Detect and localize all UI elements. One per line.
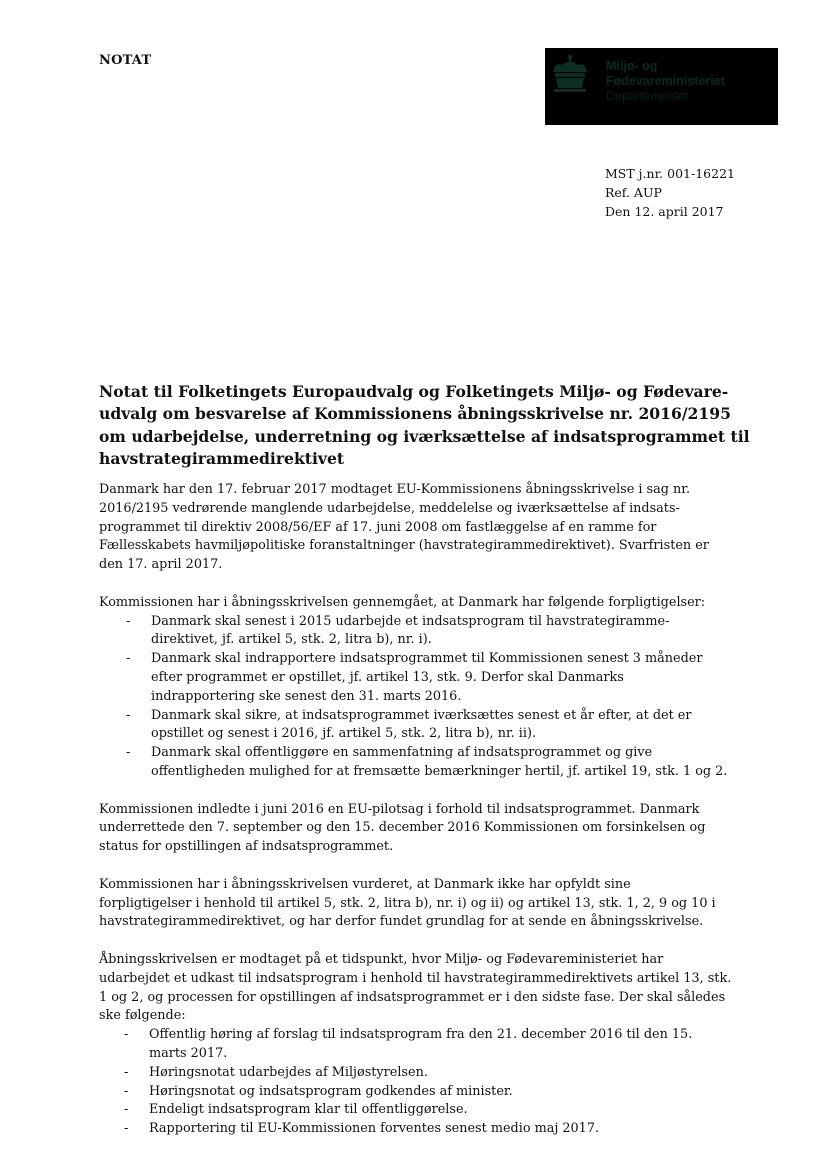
logo-line-3: Departementet — [606, 89, 689, 103]
list-item — [99, 1026, 699, 1064]
journal-number: MST j.nr. 001-16221 — [605, 166, 735, 181]
list-item — [99, 707, 699, 745]
list-item — [99, 1083, 699, 1102]
dash-bullet: - — [126, 651, 131, 667]
dash-bullet: - — [124, 1027, 129, 1043]
dash-bullet: - — [124, 1102, 129, 1118]
document-date: Den 12. april 2017 — [605, 204, 724, 219]
title-line: udvalg om besvarelse af Kommissionens åbningsskrivelse nr. 2016/2195 — [99, 404, 731, 424]
paragraph-2 — [99, 594, 728, 782]
text-line: Rapportering til EU-Kommissionen forventes senest medio maj 2017. — [149, 1121, 600, 1137]
text-line: Kommissionen indledte i juni 2016 en EU-pilotsag i forhold til indsatsprogrammet. Danmark — [99, 801, 700, 817]
text-line: Fællesskabets havmiljøpolitiske foranstaltninger (havstrategirammedirektivet). Svarfristen er — [99, 538, 709, 554]
text-line: direktivet, jf. artikel 5, stk. 2, litra b), nr. i). — [151, 632, 432, 648]
text-line: udarbejdet et udkast til indsatsprogram i henhold til havstrategirammedirektivets artikel 13, stk. — [99, 970, 732, 986]
text-line: indrapportering ske senest den 31. marts 2016. — [151, 688, 462, 704]
list-item — [99, 1101, 699, 1120]
text-line: programmet til direktiv 2008/56/EF af 17. juni 2008 om fastlæggelse af en ramme for — [99, 519, 657, 535]
title-line: Notat til Folketingets Europaudvalg og Folketingets Miljø- og Fødevare- — [99, 382, 729, 401]
text-line: Kommissionen har i åbningsskrivelsen gennemgået, at Danmark har følgende forpligtigelser: — [99, 594, 706, 610]
ministry-logo — [545, 48, 778, 125]
text-line: status for opstillingen af indsatsprogrammet. — [99, 839, 394, 855]
text-line: ske følgende: — [99, 1008, 186, 1024]
dash-bullet: - — [124, 1121, 129, 1137]
text-line: efter programmet er opstillet, jf. artikel 13, stk. 9. Derfor skal Danmarks — [151, 669, 624, 685]
document-body — [99, 481, 732, 1139]
text-line: underrettede den 7. september og den 15. december 2016 Kommissionen om forsinkelsen og — [99, 820, 706, 836]
paragraph-1 — [99, 481, 709, 575]
list-item — [99, 1064, 699, 1083]
text-line: Offentlig høring af forslag til indsatsprogram fra den 21. december 2016 til den 15. — [149, 1027, 693, 1043]
text-line: 2016/2195 vedrørende manglende udarbejdelse, meddelelse og iværksættelse af indsats- — [99, 500, 680, 516]
dash-bullet: - — [124, 1064, 129, 1080]
text-line: Høringsnotat og indsatsprogram godkendes af minister. — [149, 1083, 513, 1099]
dash-bullet: - — [126, 613, 131, 629]
text-line: Endeligt indsatsprogram klar til offentliggørelse. — [149, 1102, 468, 1118]
paragraph-4 — [99, 876, 716, 932]
title-line: om udarbejdelse, underretning og iværksættelse af indsatsprogrammet til — [99, 426, 750, 446]
list-item — [99, 650, 703, 706]
crown-icon — [549, 54, 591, 94]
text-line: marts 2017. — [149, 1045, 228, 1061]
text-line: Danmark skal indrapportere indsatsprogrammet til Kommissionen senest 3 måneder — [151, 651, 703, 667]
paragraph-5 — [99, 951, 732, 1139]
list-item — [99, 744, 728, 782]
paragraph-3 — [99, 801, 706, 857]
document-title — [99, 381, 750, 470]
dash-bullet: - — [126, 745, 131, 761]
text-line: Danmark skal sikre, at indsatsprogrammet iværksættes senest et år efter, at det er — [151, 707, 692, 723]
text-line: Danmark har den 17. februar 2017 modtaget EU-Kommissionens åbningsskrivelse i sag nr. — [99, 482, 691, 497]
notat-label: NOTAT — [99, 53, 152, 68]
text-line: offentligheden mulighed for at fremsætte bemærkninger hertil, jf. artikel 19, stk. 1 og 2. — [151, 763, 728, 779]
text-line: Åbningsskrivelsen er modtaget på et tidspunkt, hvor Miljø- og Fødevareministeriet har — [99, 951, 664, 967]
text-line: Danmark skal offentliggøre en sammenfatning af indsatsprogrammet og give — [151, 745, 653, 761]
logo-line-1: Miljø- og — [606, 59, 658, 73]
text-line: den 17. april 2017. — [99, 557, 223, 573]
text-line: Kommissionen har i åbningsskrivelsen vurderet, at Danmark ikke har opfyldt sine — [99, 876, 631, 892]
document-meta — [605, 164, 735, 221]
text-line: 1 og 2, og processen for opstillingen af indsatsprogrammet er i den sidste fase. Der skal således — [99, 989, 726, 1005]
text-line: opstillet og senest i 2016, jf. artikel 5, stk. 2, litra b), nr. ii). — [151, 726, 537, 742]
title-line: havstrategirammedirektivet — [99, 448, 345, 468]
reference: Ref. AUP — [605, 185, 662, 200]
list-item — [99, 1120, 699, 1139]
text-line: forpligtigelser i henhold til artikel 5, stk. 2, litra b), nr. i) og ii) og artikel 13, stk. 1, 2, 9 og 10 i — [99, 895, 716, 911]
text-line: havstrategirammedirektivet, og har derfor fundet grundlag for at sende en åbningsskrivelse. — [99, 914, 704, 930]
logo-line-2: Fødevareministeriet — [606, 74, 725, 88]
dash-bullet: - — [124, 1083, 129, 1099]
dash-bullet: - — [126, 707, 131, 723]
list-item — [99, 613, 699, 651]
text-line: Danmark skal senest i 2015 udarbejde et indsatsprogram til havstrategiramme- — [151, 613, 670, 629]
text-line: Høringsnotat udarbejdes af Miljøstyrelsen. — [149, 1064, 428, 1080]
